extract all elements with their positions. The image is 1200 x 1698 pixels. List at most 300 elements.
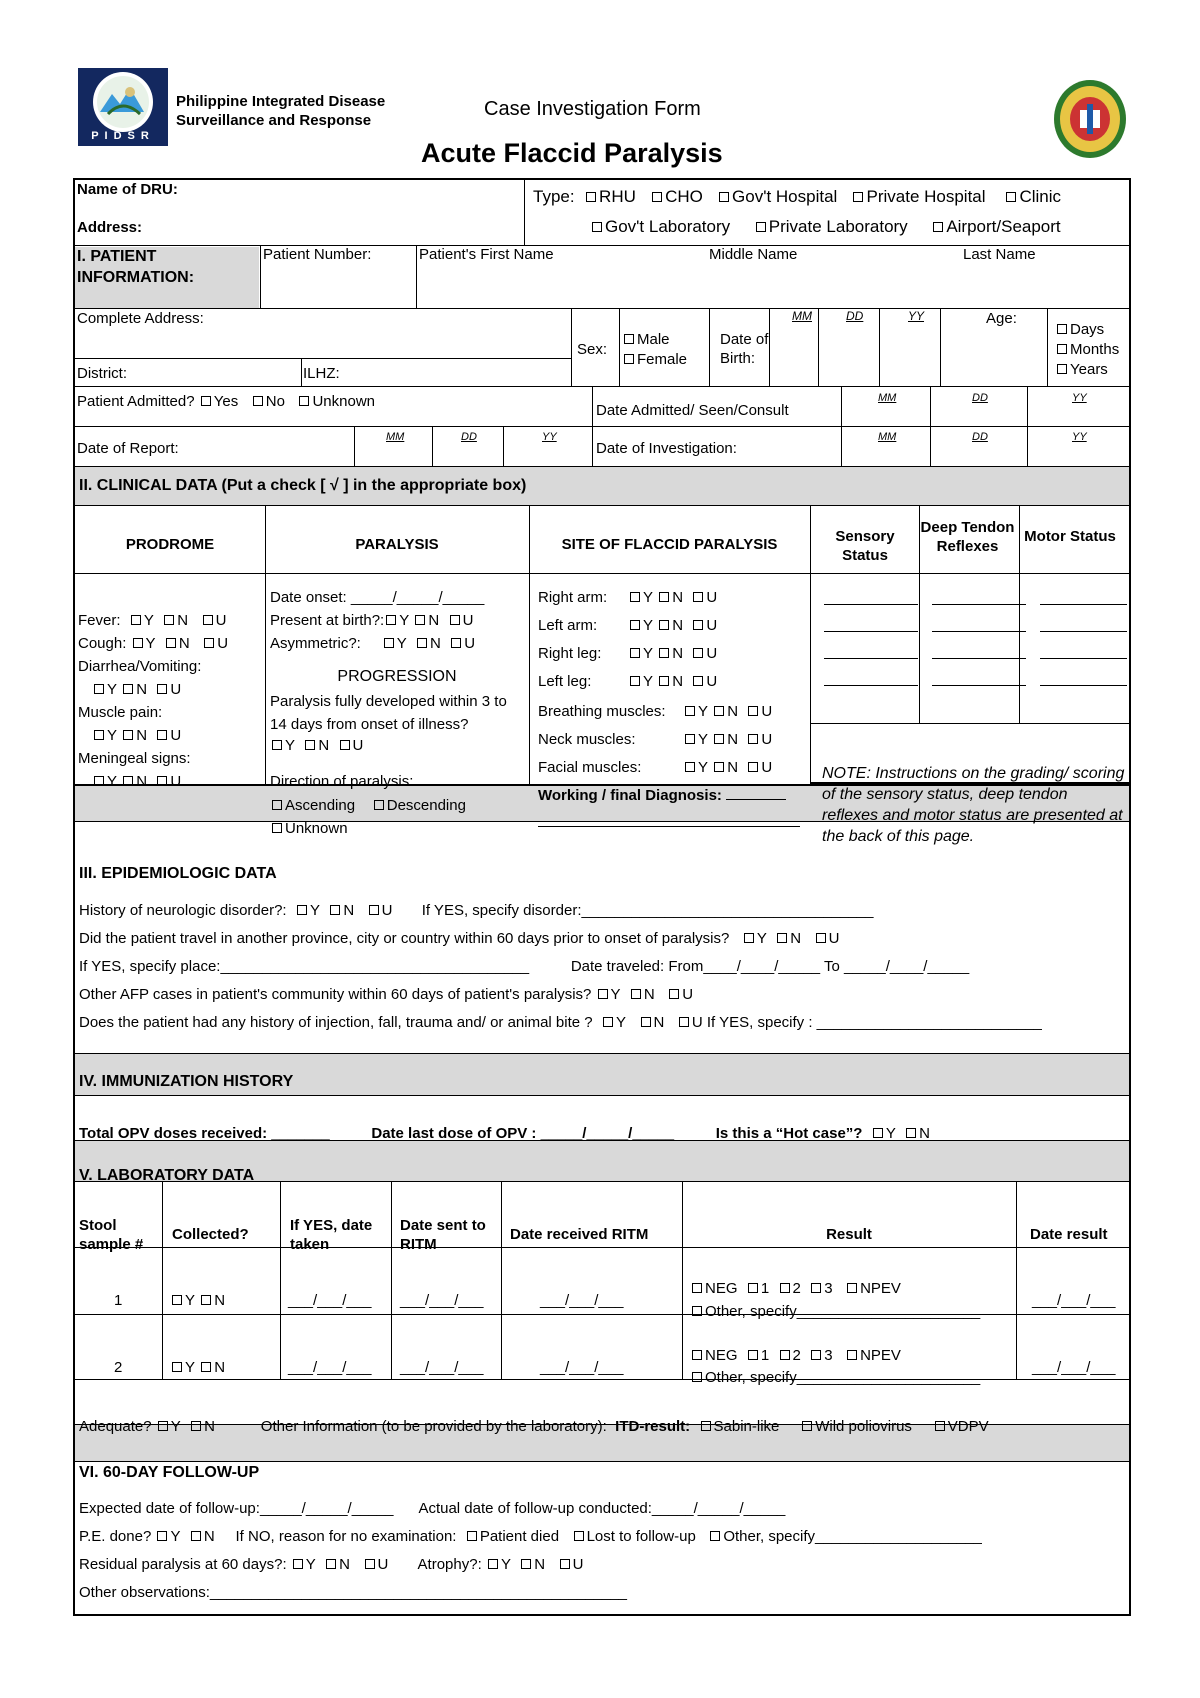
complete-address-label: Complete Address:: [77, 310, 204, 327]
checkbox-icon[interactable]: [191, 1421, 201, 1431]
checkbox-icon[interactable]: [714, 734, 724, 744]
result-1-label: 1: [760, 1280, 770, 1297]
header-prodrome: PRODROME: [125, 536, 215, 553]
lab-row-2-result: [690, 1347, 901, 1366]
n-label: N: [318, 737, 330, 754]
lab-row-1-date-received[interactable]: ___/___/___: [540, 1292, 624, 1309]
checkbox-icon[interactable]: [631, 989, 641, 999]
residual-label: Residual paralysis at 60 days?:: [79, 1556, 287, 1573]
checkbox-icon[interactable]: [560, 1559, 570, 1569]
checkbox-female[interactable]: [622, 351, 687, 370]
direction-options: [270, 797, 466, 816]
unknown-label: Unknown: [312, 393, 375, 410]
checkbox-icon[interactable]: [157, 684, 167, 694]
checkbox-icon[interactable]: [123, 730, 133, 740]
right-leg-row: [538, 645, 717, 664]
y-label: Y: [396, 635, 407, 652]
checkbox-icon[interactable]: [669, 989, 679, 999]
checkbox-icon[interactable]: [386, 615, 396, 625]
motor-blank[interactable]: [1040, 685, 1127, 686]
checkbox-icon[interactable]: [748, 706, 758, 716]
checkbox-admitted-unknown[interactable]: [297, 393, 375, 410]
checkbox-icon[interactable]: [201, 396, 211, 406]
other-specify-label: Other, specify______________________: [705, 1303, 981, 1320]
checkbox-icon[interactable]: [756, 222, 766, 232]
breathing-label: Breathing muscles:: [538, 703, 666, 720]
admitted-label: Patient Admitted?: [77, 393, 195, 410]
deep-tendon-blank[interactable]: [932, 604, 1026, 605]
u-label: U: [170, 681, 182, 698]
checkbox-icon[interactable]: [935, 1421, 945, 1431]
checkbox-male[interactable]: [622, 331, 670, 350]
specify-place: If YES, specify place:_____________________________________: [79, 958, 530, 975]
n-label: N: [430, 635, 441, 652]
checkbox-icon[interactable]: [467, 1531, 477, 1541]
checkbox-icon[interactable]: [659, 676, 669, 686]
checkbox-icon[interactable]: [701, 1421, 711, 1431]
u-label: U: [828, 930, 840, 947]
y-label: Y: [285, 737, 296, 754]
checkbox-icon[interactable]: [204, 638, 214, 648]
sensory-blank[interactable]: [824, 604, 918, 605]
u-label: U: [170, 773, 182, 790]
muscle-pain-options: [92, 727, 181, 746]
checkbox-icon[interactable]: [326, 1559, 336, 1569]
cough-label: Cough:: [78, 635, 127, 652]
lab-header-result: Result: [826, 1226, 872, 1243]
checkbox-icon[interactable]: [748, 1283, 758, 1293]
checkbox-icon[interactable]: [166, 638, 176, 648]
y-label: Y: [305, 1556, 316, 1573]
n-label: N: [177, 612, 189, 629]
u-label: U: [170, 727, 182, 744]
ascending-label: Ascending: [285, 797, 356, 814]
checkbox-icon[interactable]: [164, 615, 174, 625]
date-report-label: Date of Report:: [77, 440, 179, 457]
type-govt-hospital-label: Gov't Hospital: [732, 187, 838, 206]
y-label: Y: [309, 902, 320, 919]
travel-question: Did the patient travel in another province, city or country within 60 days prior to onset of paralysis?: [79, 930, 730, 947]
vdpv-label: VDPV: [947, 1418, 989, 1435]
n-label: N: [136, 681, 148, 698]
admit-yy: YY: [1072, 392, 1087, 404]
specify-disorder: If YES, specify disorder:___________________________________: [421, 902, 874, 919]
checkbox-icon[interactable]: [685, 734, 695, 744]
y-label: Y: [143, 612, 154, 629]
checkbox-icon[interactable]: [692, 1350, 702, 1360]
y-label: Y: [170, 1528, 181, 1545]
u-label: U: [352, 737, 364, 754]
checkbox-icon[interactable]: [693, 592, 703, 602]
sensory-blank[interactable]: [824, 658, 918, 659]
y-label: Y: [643, 673, 654, 690]
checkbox-direction-unknown[interactable]: [270, 820, 348, 839]
n-label: N: [790, 930, 802, 947]
diagnosis-label: [538, 787, 786, 806]
diarrhea-options: [92, 681, 181, 700]
u-label: U: [464, 635, 476, 652]
checkbox-icon[interactable]: [847, 1283, 857, 1293]
checkbox-icon[interactable]: [1006, 192, 1016, 202]
sabin-label: Sabin-like: [713, 1418, 780, 1435]
n-label: N: [204, 1418, 215, 1435]
header-site: SITE OF FLACCID PARALYSIS: [561, 536, 778, 553]
adequate-label: Adequate?: [79, 1418, 152, 1435]
checkbox-icon[interactable]: [906, 1128, 916, 1138]
checkbox-icon[interactable]: [172, 1362, 182, 1372]
type-private-hospital-label: Private Hospital: [866, 187, 986, 206]
n-label: N: [136, 773, 148, 790]
checkbox-icon[interactable]: [272, 800, 282, 810]
checkbox-icon[interactable]: [574, 1531, 584, 1541]
checkbox-icon[interactable]: [94, 776, 104, 786]
checkbox-icon[interactable]: [659, 620, 669, 630]
checkbox-clinic[interactable]: [1004, 187, 1061, 206]
meningeal-options: [92, 773, 181, 792]
other-info-label: Other Information (to be provided by the laboratory):: [260, 1418, 607, 1435]
sex-label: Sex:: [577, 341, 608, 358]
checkbox-icon[interactable]: [253, 396, 263, 406]
checkbox-icon[interactable]: [659, 648, 669, 658]
right-leg-label: Right leg:: [538, 645, 602, 662]
checkbox-icon[interactable]: [685, 762, 695, 772]
left-leg-label: Left leg:: [538, 673, 592, 690]
epi-line2: [79, 930, 839, 949]
yes-label: Yes: [213, 393, 239, 410]
checkbox-icon[interactable]: [488, 1559, 498, 1569]
checkbox-icon[interactable]: [133, 638, 143, 648]
right-arm-label: Right arm:: [538, 589, 608, 606]
y-label: Y: [107, 727, 118, 744]
grading-note: NOTE: Instructions on the grading/ scoring of the sensory status, deep tendon reflexes and motor status are presented at the back of this page.: [822, 765, 1125, 845]
patient-section-title: I. PATIENT INFORMATION:: [77, 248, 195, 286]
sensory-blank[interactable]: [824, 631, 918, 632]
diagnosis-line[interactable]: [538, 826, 800, 827]
checkbox-icon[interactable]: [451, 638, 461, 648]
lab-row-2-date-taken[interactable]: ___/___/___: [288, 1359, 372, 1376]
checkbox-icon[interactable]: [630, 676, 640, 686]
epi-line4: [79, 986, 693, 1005]
progression-heading: PROGRESSION: [337, 668, 457, 685]
u-label: U: [215, 612, 227, 629]
lab-row-1-number: 1: [114, 1292, 123, 1309]
u-label: U: [462, 612, 474, 629]
checkbox-icon[interactable]: [157, 730, 167, 740]
n-label: N: [643, 986, 655, 1003]
header-sensory: Sensory Status: [835, 528, 895, 564]
y-label: Y: [107, 773, 118, 790]
result-2-label: 2: [792, 1347, 801, 1364]
checkbox-icon[interactable]: [203, 615, 213, 625]
last-dose-date: Date last dose of OPV : _____/_____/_____: [371, 1125, 675, 1142]
checkbox-icon[interactable]: [191, 1531, 201, 1541]
district-label: District:: [77, 365, 127, 382]
y-label: Y: [107, 681, 118, 698]
checkbox-icon[interactable]: [933, 222, 943, 232]
n-label: N: [343, 902, 355, 919]
epi-section-title: III. EPIDEMIOLOGIC DATA: [79, 865, 277, 882]
age-label: Age:: [986, 310, 1017, 327]
checkbox-icon[interactable]: [123, 684, 133, 694]
epi-line5: [79, 1014, 1042, 1033]
checkbox-icon[interactable]: [598, 989, 608, 999]
u-label: U: [381, 902, 393, 919]
other-specify-label: Other, specify______________________: [705, 1369, 981, 1386]
checkbox-icon[interactable]: [94, 684, 104, 694]
wild-polio-label: Wild poliovirus: [815, 1418, 912, 1435]
checkbox-icon[interactable]: [780, 1283, 790, 1293]
checkbox-icon[interactable]: [630, 592, 640, 602]
deep-tendon-blank[interactable]: [932, 685, 1026, 686]
doh-seal: [1052, 78, 1128, 160]
checkbox-icon[interactable]: [293, 1559, 303, 1569]
facial-row: [538, 759, 772, 778]
checkbox-icon[interactable]: [811, 1350, 821, 1360]
checkbox-icon[interactable]: [816, 933, 826, 943]
lost-followup-label: Lost to follow-up: [586, 1528, 696, 1545]
itd-result-label: ITD-result:: [615, 1418, 691, 1435]
checkbox-icon[interactable]: [714, 762, 724, 772]
result-3-label: 3: [824, 1347, 833, 1364]
checkbox-icon[interactable]: [586, 192, 596, 202]
motor-blank[interactable]: [1040, 631, 1127, 632]
checkbox-icon[interactable]: [659, 592, 669, 602]
y-label: Y: [698, 759, 709, 776]
no-label: No: [265, 393, 285, 410]
checkbox-icon[interactable]: [777, 933, 787, 943]
lab-header-date-sent: Date sent to RITM: [400, 1217, 486, 1253]
checkbox-icon[interactable]: [305, 740, 315, 750]
checkbox-icon[interactable]: [692, 1306, 702, 1316]
checkbox-years[interactable]: [1055, 361, 1108, 380]
lab-header-date-received: Date received RITM: [510, 1226, 649, 1243]
y-label: Y: [170, 1418, 181, 1435]
date-onset-label: Date onset: _____/_____/_____: [270, 589, 485, 606]
checkbox-days[interactable]: [1055, 321, 1104, 340]
n-label: N: [672, 617, 684, 634]
invest-mm: MM: [878, 431, 897, 443]
dob-mm: MM: [792, 309, 812, 323]
checkbox-ascending[interactable]: [270, 797, 355, 814]
motor-blank[interactable]: [1040, 658, 1127, 659]
checkbox-icon[interactable]: [748, 1350, 758, 1360]
checkbox-icon[interactable]: [1057, 324, 1067, 334]
lab-row-2-number: 2: [114, 1359, 123, 1376]
doh-seal-icon: [1052, 78, 1128, 160]
checkbox-icon[interactable]: [692, 1372, 702, 1382]
checkbox-cho[interactable]: [650, 187, 703, 206]
checkbox-icon[interactable]: [685, 706, 695, 716]
checkbox-icon[interactable]: [873, 1128, 883, 1138]
checkbox-icon[interactable]: [369, 905, 379, 915]
checkbox-icon[interactable]: [624, 354, 634, 364]
followup-line3: [79, 1556, 584, 1575]
checkbox-icon[interactable]: [272, 740, 282, 750]
checkbox-admitted-no[interactable]: [251, 393, 285, 410]
lab-row-2-date-sent[interactable]: ___/___/___: [400, 1359, 484, 1376]
result-2-label: 2: [792, 1280, 801, 1297]
left-arm-row: [538, 617, 717, 636]
u-label: U: [377, 1556, 389, 1573]
checkbox-icon[interactable]: [630, 648, 640, 658]
years-label: Years: [1070, 361, 1108, 378]
n-label: N: [178, 635, 190, 652]
checkbox-icon[interactable]: [415, 615, 425, 625]
checkbox-icon[interactable]: [693, 648, 703, 658]
patient-admitted-row: [77, 393, 375, 412]
npev-label: NPEV: [860, 1280, 901, 1297]
y-label: Y: [185, 1292, 196, 1309]
checkbox-icon[interactable]: [365, 1559, 375, 1569]
checkbox-rhu[interactable]: [584, 187, 636, 206]
checkbox-icon[interactable]: [340, 740, 350, 750]
checkbox-icon[interactable]: [521, 1559, 531, 1569]
first-name-label: Patient's First Name: [419, 246, 554, 263]
opv-doses: Total OPV doses received: _______: [79, 1125, 330, 1142]
u-label: U: [706, 617, 718, 634]
checkbox-icon[interactable]: [693, 676, 703, 686]
n-label: N: [672, 589, 684, 606]
checkbox-icon[interactable]: [624, 334, 634, 344]
checkbox-months[interactable]: [1055, 341, 1119, 360]
checkbox-icon[interactable]: [748, 734, 758, 744]
y-label: Y: [756, 930, 767, 947]
checkbox-icon[interactable]: [603, 1017, 613, 1027]
checkbox-icon[interactable]: [131, 615, 141, 625]
dob-yy: YY: [908, 309, 925, 323]
y-label: Y: [610, 986, 621, 1003]
deep-tendon-blank[interactable]: [932, 658, 1026, 659]
date-admitted-label: Date Admitted/ Seen/Consult: [596, 402, 789, 419]
date-investigation-label: Date of Investigation:: [596, 440, 737, 457]
facial-label: Facial muscles:: [538, 759, 642, 776]
checkbox-icon[interactable]: [172, 1295, 182, 1305]
n-label: N: [214, 1359, 226, 1376]
checkbox-icon[interactable]: [201, 1362, 211, 1372]
result-3-label: 3: [824, 1280, 833, 1297]
pidsr-logo-text: PIDSR: [91, 130, 155, 142]
n-label: N: [428, 612, 440, 629]
header-deep-tendon: Deep Tendon Reflexes: [920, 519, 1015, 555]
checkbox-airport[interactable]: [931, 217, 1060, 236]
pe-done-label: P.E. done?: [79, 1528, 152, 1545]
motor-blank[interactable]: [1040, 604, 1127, 605]
checkbox-icon[interactable]: [714, 706, 724, 716]
ilhz-label: ILHZ:: [303, 365, 340, 382]
dru-type-label: Type:: [533, 187, 575, 206]
n-label: N: [919, 1125, 931, 1142]
checkbox-icon[interactable]: [679, 1017, 689, 1027]
muscle-pain-label: Muscle pain:: [78, 704, 163, 721]
checkbox-icon[interactable]: [1057, 344, 1067, 354]
lab-row-1-result: [690, 1280, 901, 1299]
deep-tendon-blank[interactable]: [932, 631, 1026, 632]
checkbox-icon[interactable]: [297, 905, 307, 915]
checkbox-icon[interactable]: [450, 615, 460, 625]
admit-dd: DD: [972, 392, 988, 404]
checkbox-govt-lab[interactable]: [590, 217, 730, 236]
org-name-line1: Philippine Integrated Disease: [176, 93, 386, 110]
checkbox-icon[interactable]: [592, 222, 602, 232]
lab-header-stool: Stool sample #: [79, 1217, 144, 1253]
admit-mm: MM: [878, 392, 897, 404]
checkbox-icon[interactable]: [748, 762, 758, 772]
checkbox-icon[interactable]: [692, 1283, 702, 1293]
checkbox-icon[interactable]: [157, 1531, 167, 1541]
dru-type-row2: [590, 216, 1061, 237]
fever-label: Fever:: [78, 612, 121, 629]
lab-row-1-date-result[interactable]: ___/___/___: [1032, 1292, 1116, 1309]
atrophy-label: Atrophy?:: [417, 1556, 482, 1573]
checkbox-icon[interactable]: [710, 1531, 720, 1541]
report-mm: MM: [386, 431, 405, 443]
other-afp-question: Other AFP cases in patient's community within 60 days of patient's paralysis?: [79, 986, 592, 1003]
lab-row-2-date-received[interactable]: ___/___/___: [540, 1359, 624, 1376]
checkbox-icon[interactable]: [272, 823, 282, 833]
result-1-label: 1: [760, 1347, 770, 1364]
form-subtitle: Case Investigation Form: [484, 98, 701, 120]
n-label: N: [727, 703, 739, 720]
lab-row-1-date-sent[interactable]: ___/___/___: [400, 1292, 484, 1309]
checkbox-icon[interactable]: [299, 396, 309, 406]
checkbox-icon[interactable]: [330, 905, 340, 915]
sensory-blank[interactable]: [824, 685, 918, 686]
checkbox-icon[interactable]: [719, 192, 729, 202]
n-label: N: [653, 1014, 665, 1031]
checkbox-icon[interactable]: [123, 776, 133, 786]
type-private-lab-label: Private Laboratory: [768, 217, 908, 236]
checkbox-icon[interactable]: [201, 1295, 211, 1305]
checkbox-icon[interactable]: [157, 776, 167, 786]
checkbox-icon[interactable]: [384, 638, 394, 648]
lab-row-1-date-taken[interactable]: ___/___/___: [288, 1292, 372, 1309]
present-birth-label: Present at birth?:: [270, 612, 385, 629]
checkbox-icon[interactable]: [847, 1350, 857, 1360]
checkbox-icon[interactable]: [652, 192, 662, 202]
left-arm-label: Left arm:: [538, 617, 598, 634]
lab-row-2-date-result[interactable]: ___/___/___: [1032, 1359, 1116, 1376]
actual-date: Actual date of follow-up conducted:_____/_____/_____: [418, 1500, 786, 1517]
checkbox-icon[interactable]: [744, 933, 754, 943]
y-label: Y: [698, 731, 709, 748]
checkbox-admitted-yes[interactable]: [199, 393, 238, 410]
checkbox-icon[interactable]: [630, 620, 640, 630]
present-birth-row: [270, 612, 473, 631]
report-yy: YY: [542, 431, 557, 443]
checkbox-icon[interactable]: [94, 730, 104, 740]
checkbox-descending[interactable]: [372, 797, 466, 814]
checkbox-icon[interactable]: [158, 1421, 168, 1431]
checkbox-icon[interactable]: [780, 1350, 790, 1360]
checkbox-icon[interactable]: [693, 620, 703, 630]
checkbox-icon[interactable]: [641, 1017, 651, 1027]
neg-label: NEG: [705, 1280, 738, 1297]
checkbox-private-hospital[interactable]: [851, 187, 985, 206]
checkbox-govt-hospital[interactable]: [717, 187, 837, 206]
checkbox-icon[interactable]: [374, 800, 384, 810]
checkbox-icon[interactable]: [853, 192, 863, 202]
checkbox-icon[interactable]: [802, 1421, 812, 1431]
checkbox-icon[interactable]: [811, 1283, 821, 1293]
checkbox-icon[interactable]: [1057, 364, 1067, 374]
diagnosis-text: Working / final Diagnosis:: [538, 787, 722, 804]
followup-section-title: VI. 60-DAY FOLLOW-UP: [79, 1464, 260, 1481]
checkbox-icon[interactable]: [417, 638, 427, 648]
lab-header-date-taken: If YES, date taken: [290, 1217, 373, 1253]
checkbox-private-lab[interactable]: [754, 217, 908, 236]
middle-name-label: Middle Name: [709, 246, 798, 263]
u-label: U: [706, 673, 718, 690]
